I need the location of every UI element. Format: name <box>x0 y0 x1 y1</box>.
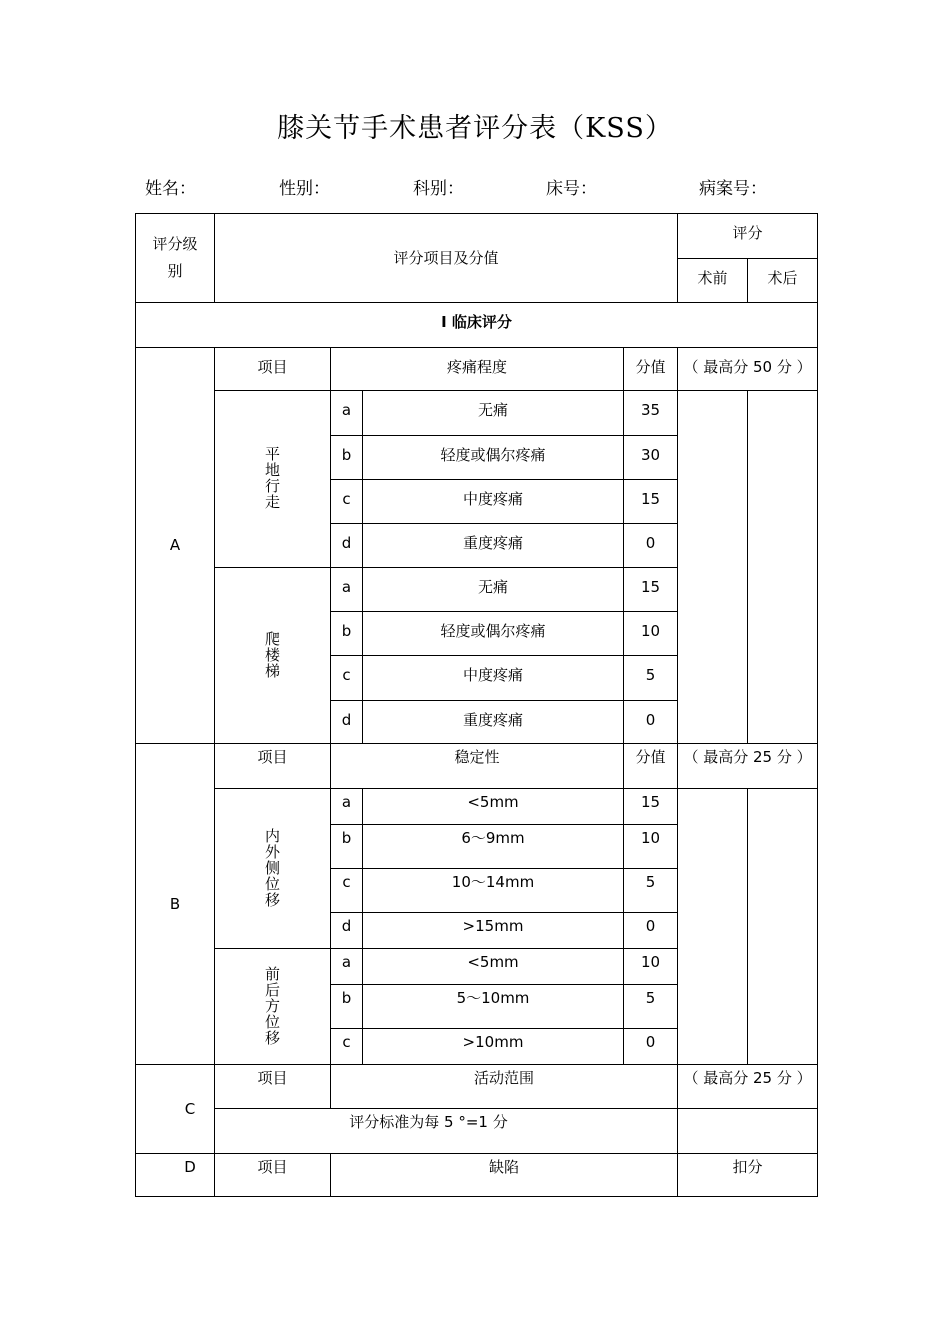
row-value: 0 <box>624 701 678 744</box>
section-d-code: D <box>136 1154 215 1197</box>
field-case-number-label: 病案号： <box>699 179 767 199</box>
row-value: 30 <box>624 436 678 480</box>
row-letter: d <box>331 524 363 568</box>
field-bed-label: 床号： <box>546 179 597 199</box>
row-value: 10 <box>624 949 678 985</box>
row-value: 10 <box>624 825 678 869</box>
section-title: I 临床评分 <box>136 303 818 348</box>
row-letter: b <box>331 612 363 656</box>
row-letter: d <box>331 701 363 744</box>
row-letter: a <box>331 949 363 985</box>
header-items: 评分项目及分值 <box>215 214 678 303</box>
header-post-op: 术后 <box>748 259 818 303</box>
section-b-pre-op-cell[interactable] <box>678 789 748 1065</box>
section-c-item-label: 项目 <box>215 1065 331 1109</box>
row-letter: a <box>331 391 363 436</box>
row-desc: 重度疼痛 <box>363 524 624 568</box>
section-a-group-stairs: 爬楼梯 <box>215 568 331 744</box>
section-d-item-label: 项目 <box>215 1154 331 1197</box>
row-value: 5 <box>624 656 678 701</box>
section-b-value-label: 分值 <box>624 744 678 789</box>
section-a-criterion: 疼痛程度 <box>331 348 624 391</box>
row-value: 10 <box>624 612 678 656</box>
section-b-group-anteroposterior: 前后方位移 <box>215 949 331 1065</box>
header-score: 评分 <box>678 214 818 259</box>
section-c-note: 评分标准为每 5 °=1 分 <box>215 1109 678 1154</box>
section-a-pre-op-cell[interactable] <box>678 391 748 744</box>
row-value: 0 <box>624 1029 678 1065</box>
field-name-label: 姓名： <box>145 179 196 199</box>
section-a-max: （ 最高分 50 分 ） <box>678 348 818 391</box>
row-value: 0 <box>624 913 678 949</box>
row-value: 15 <box>624 568 678 612</box>
row-letter: c <box>331 656 363 701</box>
section-b-group-lateral: 内外侧位移 <box>215 789 331 949</box>
row-value: 0 <box>624 524 678 568</box>
section-a-post-op-cell[interactable] <box>748 391 818 744</box>
row-desc: <5mm <box>363 789 624 825</box>
row-desc: 5～10mm <box>363 985 624 1029</box>
section-b-criterion: 稳定性 <box>331 744 624 789</box>
section-b-post-op-cell[interactable] <box>748 789 818 1065</box>
row-value: 15 <box>624 480 678 524</box>
row-desc: 重度疼痛 <box>363 701 624 744</box>
row-value: 5 <box>624 869 678 913</box>
section-c-criterion: 活动范围 <box>331 1065 678 1109</box>
row-value: 5 <box>624 985 678 1029</box>
section-a-code: A <box>136 348 215 744</box>
row-letter: b <box>331 825 363 869</box>
field-department-label: 科别： <box>413 179 464 199</box>
row-desc: 轻度或偶尔疼痛 <box>363 436 624 480</box>
row-value: 15 <box>624 789 678 825</box>
row-desc: 中度疼痛 <box>363 480 624 524</box>
section-a-group-walking: 平地行走 <box>215 391 331 568</box>
row-letter: b <box>331 436 363 480</box>
row-desc: 轻度或偶尔疼痛 <box>363 612 624 656</box>
section-b-code: B <box>136 744 215 1065</box>
row-letter: d <box>331 913 363 949</box>
header-pre-op: 术前 <box>678 259 748 303</box>
row-letter: a <box>331 568 363 612</box>
section-d-deduct: 扣分 <box>678 1154 818 1197</box>
section-c-code: C <box>136 1065 215 1154</box>
row-value: 35 <box>624 391 678 436</box>
section-a-value-label: 分值 <box>624 348 678 391</box>
row-desc: 无痛 <box>363 391 624 436</box>
row-letter: c <box>331 1029 363 1065</box>
kss-score-table <box>135 213 818 1197</box>
row-desc: >15mm <box>363 913 624 949</box>
row-letter: c <box>331 869 363 913</box>
section-d-criterion: 缺陷 <box>331 1154 678 1197</box>
section-c-max: （ 最高分 25 分 ） <box>678 1065 818 1109</box>
row-desc: >10mm <box>363 1029 624 1065</box>
header-level: 评分级别 <box>136 214 215 303</box>
row-desc: <5mm <box>363 949 624 985</box>
page-title: 膝关节手术患者评分表（KSS） <box>277 113 673 144</box>
section-a-item-label: 项目 <box>215 348 331 391</box>
row-desc: 中度疼痛 <box>363 656 624 701</box>
section-b-item-label: 项目 <box>215 744 331 789</box>
row-desc: 10～14mm <box>363 869 624 913</box>
section-b-max: （ 最高分 25 分 ） <box>678 744 818 789</box>
field-gender-label: 性别： <box>279 179 330 199</box>
row-letter: a <box>331 789 363 825</box>
row-letter: b <box>331 985 363 1029</box>
row-desc: 无痛 <box>363 568 624 612</box>
row-letter: c <box>331 480 363 524</box>
section-c-score-cell[interactable] <box>678 1109 818 1154</box>
row-desc: 6～9mm <box>363 825 624 869</box>
